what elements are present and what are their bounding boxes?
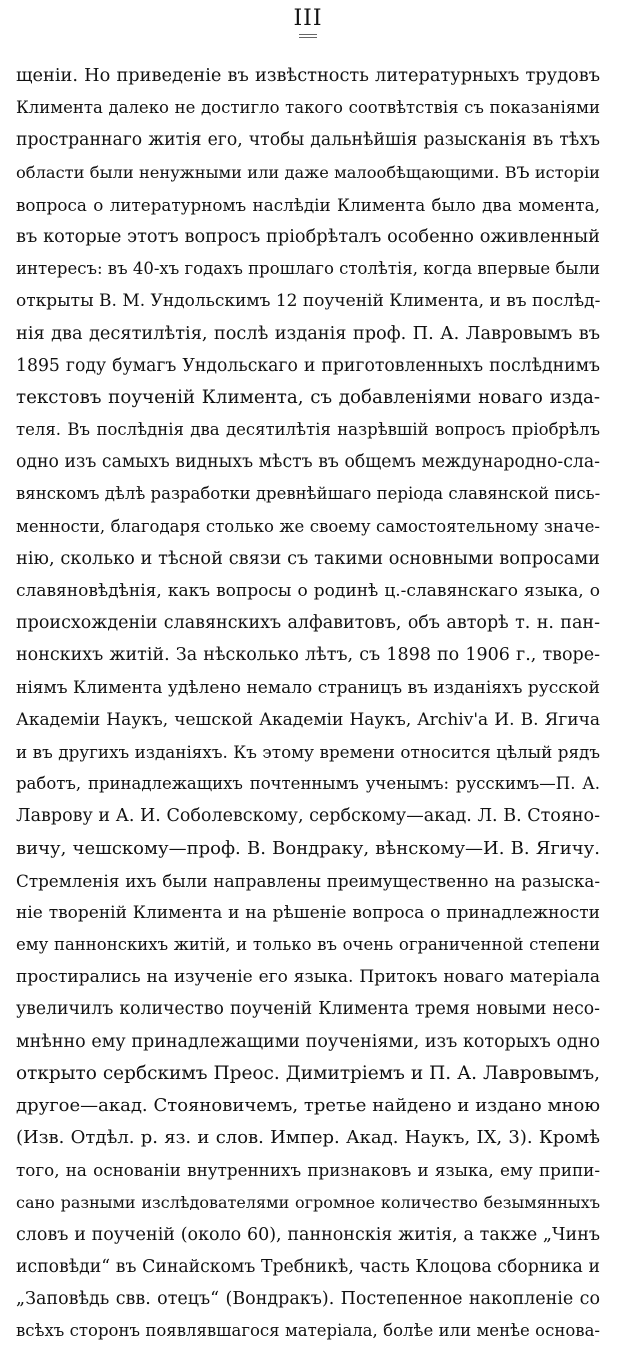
text-line: 1895 году бумагъ Ундольскаго и приготовленныхъ послѣднимъ (16, 355, 600, 376)
text-line: вянскомъ дѣлѣ разработки древнѣйшаго періода славянской пись- (16, 484, 600, 504)
text-line: ніе твореній Климента и на рѣшеніе вопроса о принадлежности (16, 902, 600, 923)
text-line: пространнаго житія его, чтобы дальнѣйшія разысканія въ тѣхъ (16, 130, 600, 151)
text-line: области были ненужными или даже малообѣщающими. ВЪ исторіи (16, 162, 600, 182)
text-line: открыты В. М. Ундольскимъ 12 поученій Климента, и въ послѣд- (16, 291, 600, 312)
text-line: интересъ: въ 40-хъ годахъ прошлаго столѣтія, когда впервые были (16, 259, 600, 279)
page-number: III (293, 6, 323, 31)
text-line: щеніи. Но приведеніе въ извѣстность литературныхъ трудовъ (16, 66, 600, 86)
text-line: нонскихъ житій. За нѣсколько лѣтъ, съ 1898 по 1906 г., творе- (16, 645, 600, 666)
text-line: Стремленія ихъ были направлены преимущественно на разыска- (16, 870, 600, 891)
text-line: (Изв. Отдѣл. р. яз. и слов. Импер. Акад. Наукъ, IX, 3). Кромѣ (16, 1127, 600, 1149)
text-line: ніямъ Климента удѣлено немало страницъ въ изданіяхъ русской (16, 677, 600, 698)
text-line: и въ другихъ изданіяхъ. Къ этому времени относится цѣлый рядъ (16, 741, 600, 762)
text-line: исповѣди“ въ Синайскомъ Требникѣ, часть Клоцова сборника и (16, 1256, 600, 1277)
text-line: Климента далеко не достигло такого соотвѣтствія съ показаніями (16, 98, 600, 118)
text-line: нію, сколько и тѣсной связи съ такими основными вопросами (16, 548, 600, 569)
text-line: Лаврову и А. И. Соболевскому, сербскому—акад. Л. В. Стояно- (16, 806, 600, 827)
text-line: словъ и поученій (около 60), паннонскія житія, а также „Чинъ (16, 1224, 600, 1245)
text-line: простирались на изученіе его языка. Притокъ новаго матеріала (16, 967, 600, 988)
text-line: вопроса о литературномъ наслѣдіи Климента было два момента, (16, 194, 600, 215)
text-line: теля. Въ послѣднія два десятилѣтія назрѣвшій вопросъ пріобрѣлъ (16, 420, 600, 440)
text-line: работъ, принадлежащихъ почтеннымъ ученымъ: русскимъ—П. А. (16, 774, 600, 794)
page-header (16, 0, 600, 58)
text-line: одно изъ самыхъ видныхъ мѣстъ въ общемъ международно-сла- (16, 452, 600, 473)
text-line: менности, благодаря столько же своему самостоятельному значе- (16, 516, 600, 536)
text-line: того, на основаніи внутреннихъ признаковъ и языка, ему припи- (16, 1160, 600, 1181)
text-line: нія два десятилѣтія, послѣ изданія проф. П. А. Лавровымъ въ (16, 323, 600, 344)
text-line: вичу, чешскому—проф. В. Вондраку, вѣнскому—И. В. Ягичу. (16, 837, 600, 859)
text-line: текстовъ поученій Климента, съ добавленіями новаго изда- (16, 386, 600, 408)
text-line: Академіи Наукъ, чешской Академіи Наукъ, Archiv'а И. В. Ягича (16, 709, 600, 730)
text-line: сано разными изслѣдователями огромное количество безымянныхъ (16, 1192, 600, 1212)
text-line: „Заповѣдь свв. отецъ“ (Вондракъ). Постепенное накопленіе со (16, 1289, 600, 1310)
text-line: славяновѣдѣнія, какъ вопросы о родинѣ ц.-славянскаго языка, о (16, 581, 600, 601)
header-rule (299, 34, 317, 35)
text-line: ему паннонскихъ житій, и только въ очень ограниченной степени (16, 935, 600, 955)
text-line: въ которые этотъ вопросъ пріобрѣталъ особенно оживленный (16, 226, 600, 247)
text-line: увеличилъ количество поученій Климента тремя новыми несо- (16, 999, 600, 1020)
text-line: открыто сербскимъ Преос. Димитріемъ и П. А. Лавровымъ, (16, 1062, 600, 1084)
text-line: другое—акад. Стояновичемъ, третье найдено и издано мною (16, 1095, 600, 1116)
body-text (16, 60, 600, 1348)
header-rule-secondary (299, 37, 317, 38)
text-line: происхожденіи славянскихъ алфавитовъ, объ авторѣ т. н. пан- (16, 613, 600, 634)
text-line: всѣхъ сторонъ появлявшагося матеріала, болѣе или менѣе основа- (16, 1321, 600, 1341)
text-line: мнѣнно ему принадлежащими поученіями, изъ которыхъ одно (16, 1031, 600, 1052)
